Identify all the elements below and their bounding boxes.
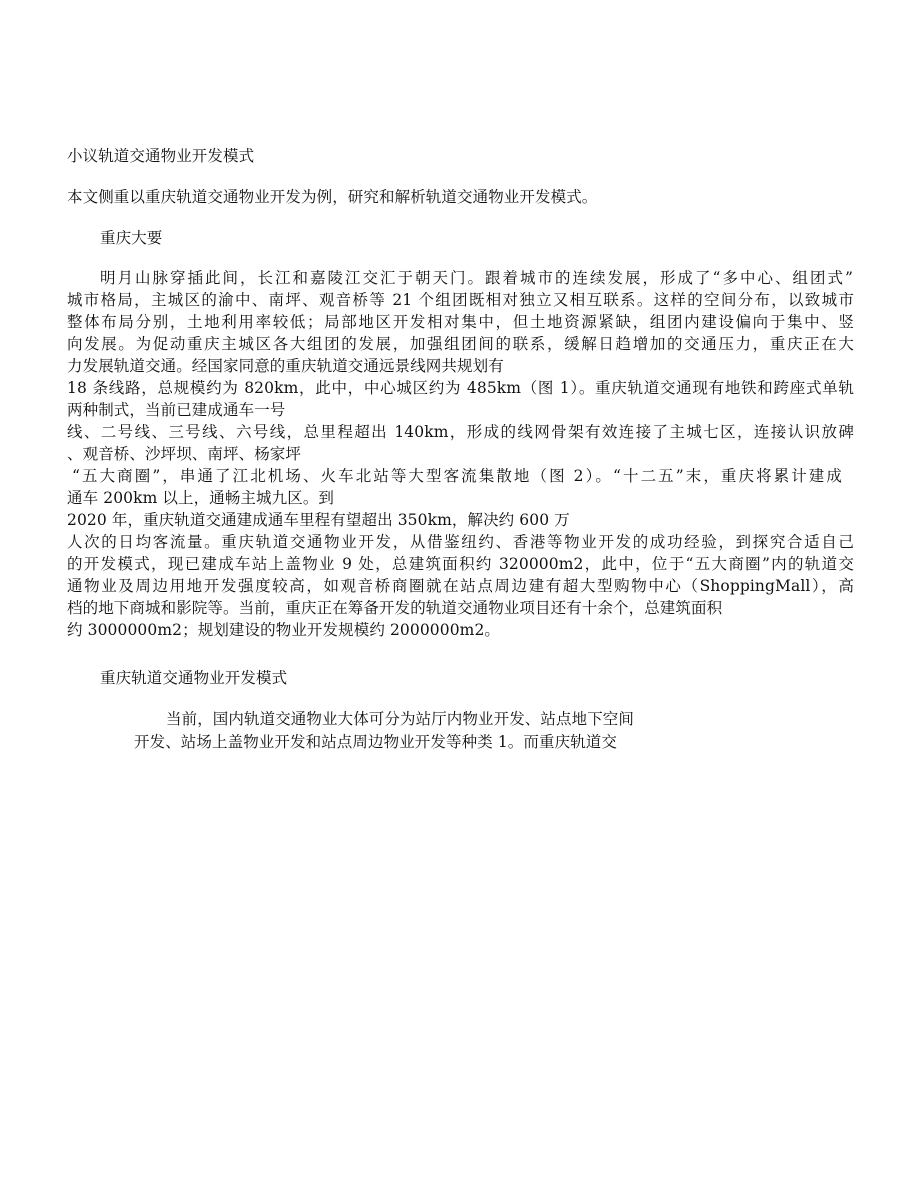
paragraph-line: 通车 200km 以上，通畅主城九区。到 (67, 489, 335, 507)
paragraph-line: 2020 年，重庆轨道交通建成通车里程有望超出 350km，解决约 600 万 (67, 511, 570, 529)
paragraph-line: 力发展轨道交通。经国家同意的重庆轨道交通远景线网共规划有 (67, 357, 504, 375)
section-heading-property-development-model: 重庆轨道交通物业开发模式 (100, 669, 288, 687)
paragraph-line: 城市格局，主城区的渝中、南坪、观音桥等 21 个组团既相对独立又相互联系。这样的空间分布，以致城市 (67, 291, 854, 309)
paragraph-line: 的开发模式，现已建成车站上盖物业 9 处，总建筑面积约 320000m2，此中，位于“五大商圈”内的轨道交 (67, 555, 854, 573)
paragraph-line: 人次的日均客流量。重庆轨道交通物业开发，从借鉴纽约、香港等物业开发的成功经验，到探究合适自己 (67, 533, 854, 551)
section-heading-chongqing-overview: 重庆大要 (100, 229, 163, 247)
paragraph-line: 18 条线路，总规模约为 820km，此中，中心城区约为 485km（图 1）。重庆轨道交通现有地铁和跨座式单轨 (67, 379, 854, 397)
paragraph-line: 线、二号线、三号线、六号线，总里程超出 140km，形成的线网骨架有效连接了主城七区，连接认识放碑 (67, 423, 854, 441)
intro-paragraph: 本文侧重以重庆轨道交通物业开发为例，研究和解析轨道交通物业开发模式。 (67, 188, 598, 206)
paragraph-line: 明月山脉穿插此间，长江和嘉陵江交汇于朝天门。跟着城市的连续发展，形成了“多中心、组团式” (100, 269, 853, 287)
paragraph-line: 整体布局分别，土地利用率较低；局部地区开发相对集中，但土地资源紧缺，组团内建设偏向于集中、竖 (67, 313, 854, 331)
paragraph-line: 通物业及周边用地开发强度较高，如观音桥商圈就在站点周边建有超大型购物中心（ShoppingMall），高 (67, 577, 854, 595)
paragraph-line: 档的地下商城和影院等。当前，重庆正在筹备开发的轨道交通物业项目还有十余个，总建筑面积 (67, 599, 723, 617)
paragraph-line: 、观音桥、沙坪坝、南坪、杨家坪 (67, 445, 302, 463)
paragraph-line: 开发、站场上盖物业开发和站点周边物业开发等种类 1。而重庆轨道交 (134, 733, 617, 751)
paragraph-line: 约 3000000m2；规划建设的物业开发规模约 2000000m2。 (67, 621, 501, 639)
paragraph-line: 两种制式，当前已建成通车一号 (67, 401, 286, 419)
paragraph-line: 当前，国内轨道交通物业大体可分为站厅内物业开发、站点地下空间 (166, 710, 635, 728)
paragraph-line: 向发展。为促动重庆主城区各大组团的发展，加强组团间的联系，缓解日趋增加的交通压力，重庆正在大 (67, 335, 854, 353)
paragraph-line: “五大商圈”，串通了江北机场、火车北站等大型客流集散地（图 2）。“十二五”末，重庆将累计建成 (72, 467, 842, 485)
document-title: 小议轨道交通物业开发模式 (67, 147, 255, 165)
